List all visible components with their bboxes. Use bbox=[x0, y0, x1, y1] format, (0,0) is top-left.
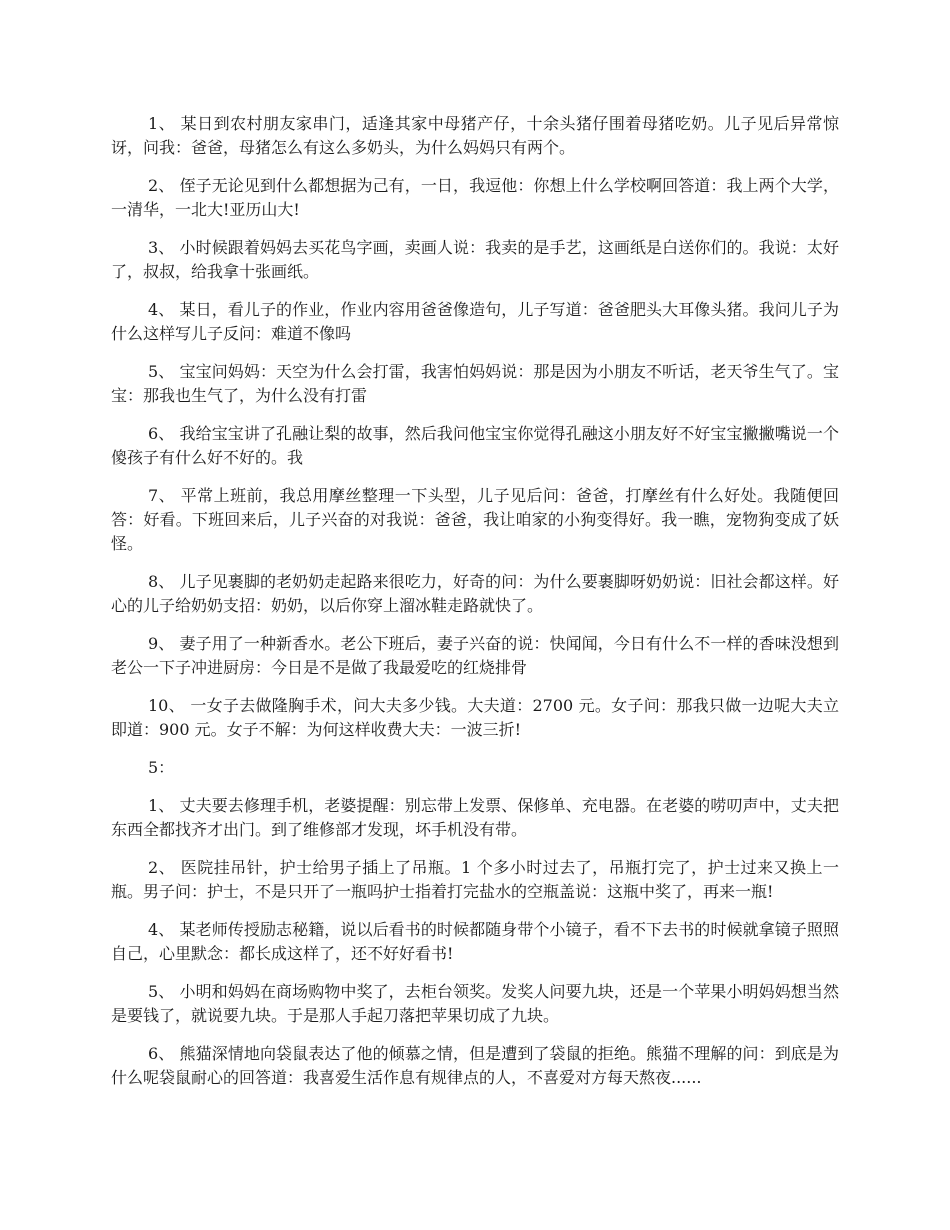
document-page bbox=[111, 112, 839, 1104]
joke-paragraph-b5: 5、 小明和妈妈在商场购物中奖了，去柜台领奖。发奖人问要九块，还是一个苹果小明妈妈想当然是要钱了，就说要九块。于是那人手起刀落把苹果切成了九块。 bbox=[111, 982, 839, 1025]
joke-paragraph-b4: 4、 某老师传授励志秘籍，说以后看书的时候都随身带个小镜子，看不下去书的时候就拿镜子照照自己，心里默念：都长成这样了，还不好好看书! bbox=[111, 920, 839, 963]
joke-paragraph-2: 2、 侄子无论见到什么都想据为己有，一日，我逗他：你想上什么学校啊回答道：我上两个大学，一清华，一北大!亚历山大! bbox=[111, 176, 839, 219]
joke-paragraph-10: 10、 一女子去做隆胸手术，问大夫多少钱。大夫道：2700 元。女子问：那我只做一边呢大夫立即道：900 元。女子不解：为何这样收费大夫：一波三折! bbox=[111, 696, 839, 739]
joke-paragraph-b6: 6、 熊猫深情地向袋鼠表达了他的倾慕之情，但是遭到了袋鼠的拒绝。熊猫不理解的问：到底是为什么呢袋鼠耐心的回答道：我喜爱生活作息有规律点的人，不喜爱对方每天熬夜...... bbox=[111, 1044, 839, 1087]
joke-paragraph-b2: 2、 医院挂吊针，护士给男子插上了吊瓶。1 个多小时过去了，吊瓶打完了，护士过来又换上一瓶。男子问：护士，不是只开了一瓶吗护士指着打完盐水的空瓶盖说：这瓶中奖了，再来一瓶! bbox=[111, 858, 839, 901]
joke-paragraph-1: 1、 某日到农村朋友家串门，适逢其家中母猪产仔，十余头猪仔围着母猪吃奶。儿子见后异常惊讶，问我：爸爸，母猪怎么有这么多奶头，为什么妈妈只有两个。 bbox=[111, 114, 839, 157]
joke-paragraph-3: 3、 小时候跟着妈妈去买花鸟字画，卖画人说：我卖的是手艺，这画纸是白送你们的。我说：太好了，叔叔，给我拿十张画纸。 bbox=[111, 238, 839, 281]
joke-paragraph-5: 5、 宝宝问妈妈：天空为什么会打雷，我害怕妈妈说：那是因为小朋友不听话，老天爷生气了。宝宝：那我也生气了，为什么没有打雷 bbox=[111, 362, 839, 405]
joke-paragraph-4: 4、 某日，看儿子的作业，作业内容用爸爸像造句，儿子写道：爸爸肥头大耳像头猪。我问儿子为什么这样写儿子反问：难道不像吗 bbox=[111, 300, 839, 343]
joke-paragraph-6: 6、 我给宝宝讲了孔融让梨的故事，然后我问他宝宝你觉得孔融这小朋友好不好宝宝撇撇嘴说一个傻孩子有什么好不好的。我 bbox=[111, 424, 839, 467]
joke-paragraph-7: 7、 平常上班前，我总用摩丝整理一下头型，儿子见后问：爸爸，打摩丝有什么好处。我随便回答：好看。下班回来后，儿子兴奋的对我说：爸爸，我让咱家的小狗变得好。我一瞧，宠物狗变成了妖怪。 bbox=[111, 486, 839, 553]
section-label: 5： bbox=[148, 758, 175, 777]
joke-paragraph-9: 9、 妻子用了一种新香水。老公下班后，妻子兴奋的说：快闻闻，今日有什么不一样的香味没想到老公一下子冲进厨房：今日是不是做了我最爱吃的红烧排骨 bbox=[111, 634, 839, 677]
joke-paragraph-8: 8、 儿子见裹脚的老奶奶走起路来很吃力，好奇的问：为什么要裹脚呀奶奶说：旧社会都这样。好心的儿子给奶奶支招：奶奶，以后你穿上溜冰鞋走路就快了。 bbox=[111, 572, 839, 615]
joke-paragraph-b1: 1、 丈夫要去修理手机，老婆提醒：别忘带上发票、保修单、充电器。在老婆的唠叨声中，丈夫把东西全都找齐才出门。到了维修部才发现，坏手机没有带。 bbox=[111, 796, 839, 839]
